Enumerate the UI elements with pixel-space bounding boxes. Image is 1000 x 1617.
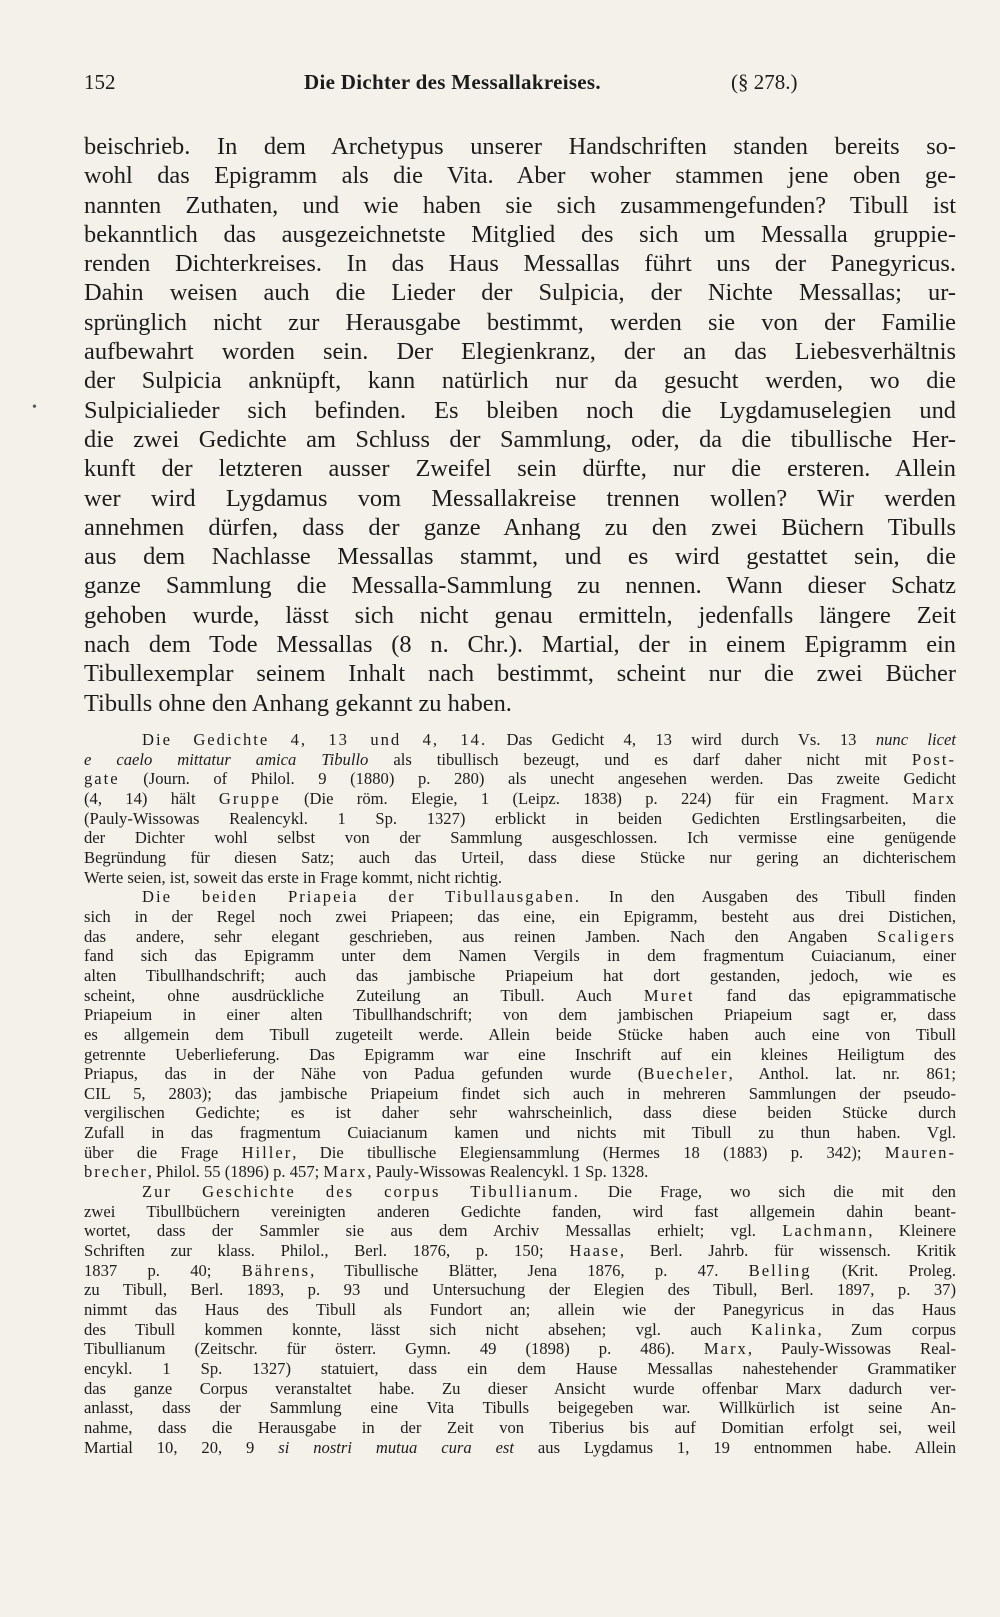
note-text: (Journ. of Philol. 9 (1880) p. 280) als unecht angesehen werden. Das zweite Gedicht — [119, 769, 956, 789]
note-line — [84, 1241, 956, 1261]
footnotes — [84, 730, 956, 1457]
note-text: das andere, sehr elegant geschrieben, aus reinen Jamben. Nach den Angaben — [84, 926, 878, 946]
text-line: wer wird Lygdamus vom Messallakreise trennen wollen? Wir werden — [84, 484, 956, 512]
text-line: der Sulpicia anknüpft, kann natürlich nur da gesucht werden, wo die — [84, 367, 956, 395]
margin-mark: • — [32, 400, 37, 415]
author-name: Kalinka — [751, 1319, 818, 1339]
note-line: Begründung für diesen Satz; auch das Urteil, dass diese Stücke nur gering an dichterischem — [84, 847, 956, 867]
note-line — [84, 1261, 956, 1281]
note-line — [84, 750, 956, 770]
note-text: 1837 p. 40; — [84, 1260, 242, 1280]
author-name: Marx — [912, 788, 956, 808]
note-text: über die Frage — [84, 1142, 242, 1162]
text-line: Tibullexemplar seinem Inhalt nach bestimmt, scheint nur die zwei Bücher — [84, 660, 956, 688]
note-line: alten Tibullhandschrift; auch das jambische Priapeium hat dort gestanden, jedoch, wie es — [84, 965, 956, 985]
note-heading: Zur Geschichte des corpus Tibullianum. — [142, 1182, 580, 1202]
text-line: nannten Zuthaten, und wie haben sie sich zusammengefunden? Tibull ist — [84, 191, 956, 219]
text-line: ganze Sammlung die Messalla-Sammlung zu nennen. Wann dieser Schatz — [84, 572, 956, 600]
note-line: CIL 5, 2803); das jambische Priapeium findet sich auch in mehreren Sammlungen der pseudo- — [84, 1083, 956, 1103]
note-line — [84, 1438, 956, 1458]
note-text: scheint, ohne ausdrückliche Zuteilung an Tibull. Auch — [84, 985, 644, 1005]
note-line: Werte seien, ist, soweit das erste in Frage kommt, nicht richtig. — [84, 867, 503, 887]
note-text: Das Gedicht 4, 13 wird durch Vs. 13 — [487, 730, 876, 749]
note-line: das ganze Corpus veranstaltet habe. Zu dieser Ansicht wurde offenbar Marx dadurch ver- — [84, 1378, 956, 1398]
author-name: Haase — [569, 1241, 620, 1261]
note-line: encykl. 1 Sp. 1327) statuiert, dass ein dem Hause Messallas nahestehender Grammatiker — [84, 1359, 956, 1378]
note-line: anlasst, dass der Sammlung eine Vita Tibulls beigegeben war. Willkürlich ist seine An- — [84, 1398, 956, 1418]
note-line: fand sich das Epigramm unter dem Namen Vergils in dem fragmentum Cuiacianum, einer — [84, 946, 956, 966]
text-line: aus dem Nachlasse Messallas stammt, und es wird gestattet sein, die — [84, 543, 956, 571]
note-line — [84, 1162, 956, 1182]
author-name: Scaligers — [877, 926, 956, 946]
note-line — [84, 1221, 956, 1241]
note-line — [84, 1339, 956, 1359]
author-name: Bährens — [241, 1260, 311, 1280]
note-text: fand das epigrammatische — [694, 985, 956, 1005]
note-text: (4, 14) hält — [84, 788, 219, 808]
note-line: sich in der Regel noch zwei Priapeen; das eine, ein Epigramm, besteht aus drei Distichen, — [84, 906, 956, 926]
text-line: gehoben wurde, lässt sich nicht genau ermitteln, jedenfalls längere Zeit — [84, 601, 956, 629]
text-line: annehmen dürfen, dass der ganze Anhang zu den zwei Büchern Tibulls — [84, 513, 956, 541]
text-line: beischrieb. In dem Archetypus unserer Handschriften standen bereits so- — [84, 133, 956, 160]
note-line: der Dichter wohl selbst von der Sammlung ausgeschlossen. Ich vermisse eine genügende — [84, 828, 956, 848]
text-line: nach dem Tode Messallas (8 n. Chr.). Martial, der in einem Epigramm ein — [84, 631, 956, 659]
text-line: Sulpicialieder sich befinden. Es bleiben noch die Lygdamuselegien und — [84, 396, 956, 424]
text-line: wohl das Epigramm als die Vita. Aber woher stammen jene oben ge- — [84, 162, 956, 190]
note-line — [84, 1143, 956, 1163]
note-line — [84, 887, 956, 907]
section-reference: (§ 278.) — [731, 70, 798, 94]
note-text: (Die röm. Elegie, 1 (Leipz. 1838) p. 224) für ein Fragment. — [280, 788, 913, 808]
main-text — [84, 132, 956, 718]
note-text: , Kleinere — [868, 1221, 956, 1241]
text-line: aufbewahrt worden sein. Der Elegienkranz, der an das Liebesverhältnis — [84, 338, 956, 366]
note-text: als tibullisch bezeugt, und es darf daher nicht mit — [368, 749, 912, 769]
note-line: nimmt das Haus des Tibull als Fundort an; allein wie der Panegyricus in das Haus — [84, 1300, 956, 1320]
author-name: Mauren- — [884, 1142, 957, 1162]
note-text: Die Frage, wo sich die mit den — [579, 1182, 956, 1202]
author-name: brecher — [84, 1162, 148, 1182]
note-line: getrennte Ueberlieferung. Das Epigramm war eine Inschrift auf ein kleines Heiligtum des — [84, 1044, 956, 1064]
note-quote: e caelo mittatur amica Tibullo — [84, 749, 369, 769]
author-name: Marx — [323, 1162, 368, 1182]
author-name: Post- — [911, 749, 956, 769]
page-header — [84, 70, 954, 100]
author-name: Muret — [643, 985, 695, 1005]
note-text: , Zum corpus — [817, 1319, 956, 1339]
note-text: Martial 10, 20, 9 — [84, 1437, 279, 1457]
note-text: , Die tibullische Elegiensammlung (Hermes 18 (1883) p. 342); — [292, 1142, 885, 1162]
text-line: bekanntlich das ausgezeichnetste Mitglied des sich um Messalla gruppie- — [84, 220, 956, 248]
note-line — [84, 789, 956, 809]
note-line: Zufall in das fragmentum Cuiacianum kamen und nichts mit Tibull zu thun haben. Vgl. — [84, 1123, 956, 1143]
text-line: die zwei Gedichte am Schluss der Sammlung, oder, da die tibullische Her- — [84, 425, 956, 453]
note-text: , Anthol. lat. nr. 861; — [728, 1064, 956, 1084]
note-text: (Krit. Proleg. — [811, 1260, 956, 1280]
note-text: wortet, dass der Sammler sie aus dem Archiv Messallas erhielt; vgl. — [84, 1221, 783, 1241]
note-line: nahme, dass die Herausgabe in der Zeit von Tiberius bis auf Domitian erfolgt sei, weil — [84, 1417, 956, 1437]
note-text: des Tibull kommen konnte, lässt sich nicht absehen; vgl. auch — [84, 1319, 751, 1339]
text-line: Dahin weisen auch die Lieder der Sulpicia, der Nichte Messallas; ur- — [84, 279, 956, 307]
note-line: es allgemein dem Tibull zugeteilt werde. Allein beide Stücke haben auch eine von Tibull — [84, 1024, 956, 1044]
note-line — [84, 1320, 956, 1340]
note-text: , Pauly-Wissowas Real- — [747, 1339, 956, 1359]
note-heading: Die beiden Priapeia der Tibullausgaben. — [142, 887, 582, 907]
note-line — [84, 730, 956, 750]
author-name: Gruppe — [218, 788, 281, 808]
note-text: In den Ausgaben des Tibull finden — [581, 887, 957, 907]
note-quote: nunc licet — [875, 730, 956, 749]
author-name: Lachmann — [782, 1221, 869, 1241]
note-line — [84, 1182, 956, 1202]
text-line: sprünglich nicht zur Herausgabe bestimmt, werden sie von der Familie — [84, 308, 956, 336]
note-line: vergilischen Gedichte; es ist daher sehr wahrscheinlich, dass diese beiden Stücke durch — [84, 1103, 956, 1123]
author-name: Belling — [748, 1260, 812, 1280]
note-text: Schriften zur klass. Philol., Berl. 1876, p. 150; — [84, 1241, 570, 1261]
note-line — [84, 1064, 956, 1084]
author-name: Hiller — [241, 1142, 293, 1162]
text-line: kunft der letzteren ausser Zweifel sein dürfte, nur die ersteren. Allein — [84, 455, 956, 483]
note-heading: Die Gedichte 4, 13 und 4, 14. — [142, 730, 488, 749]
note-text: , Pauly-Wissowas Realencykl. 1 Sp. 1328. — [367, 1162, 649, 1182]
note-line: zu Tibull, Berl. 1893, p. 93 und Untersuchung der Elegien des Tibull, Berl. 1897, p. 37) — [84, 1280, 956, 1300]
author-name: Buecheler — [643, 1064, 729, 1084]
note-text: Priapus, das in der Nähe von Padua gefunden wurde ( — [84, 1064, 644, 1084]
note-text: , Berl. Jahrb. für wissensch. Kritik — [619, 1241, 956, 1261]
note-text: , Philol. 55 (1896) p. 457; — [147, 1162, 324, 1182]
text-line: Tibulls ohne den Anhang gekannt zu haben. — [84, 689, 512, 717]
text-line: renden Dichterkreises. In das Haus Messallas führt uns der Panegyricus. — [84, 250, 956, 278]
note-text: , Tibullische Blätter, Jena 1876, p. 47. — [310, 1260, 749, 1280]
note-text: aus Lygdamus 1, 19 entnommen habe. Allein — [514, 1437, 956, 1457]
note-line — [84, 986, 956, 1006]
note-text: Tibullianum (Zeitschr. für österr. Gymn. 49 (1898) p. 486). — [84, 1339, 704, 1359]
note-quote: si nostri mutua cura est — [278, 1437, 514, 1457]
note-line — [84, 927, 956, 947]
author-name: Marx — [703, 1339, 748, 1359]
author-name: gate — [84, 769, 120, 789]
note-line — [84, 769, 956, 789]
note-line: (Pauly-Wissowas Realencykl. 1 Sp. 1327) erblickt in beiden Gedichten Erstlingsarbeiten, die — [84, 808, 956, 828]
page-number: 152 — [84, 70, 116, 94]
note-line: Priapeium in einer alten Tibullhandschrift; von dem jambischen Priapeium sagt er, dass — [84, 1005, 956, 1025]
running-title: Die Dichter des Messallakreises. — [304, 70, 601, 94]
note-line: zwei Tibullbüchern vereinigten anderen Gedichte fanden, wird fast allgemein dahin beant- — [84, 1201, 956, 1221]
